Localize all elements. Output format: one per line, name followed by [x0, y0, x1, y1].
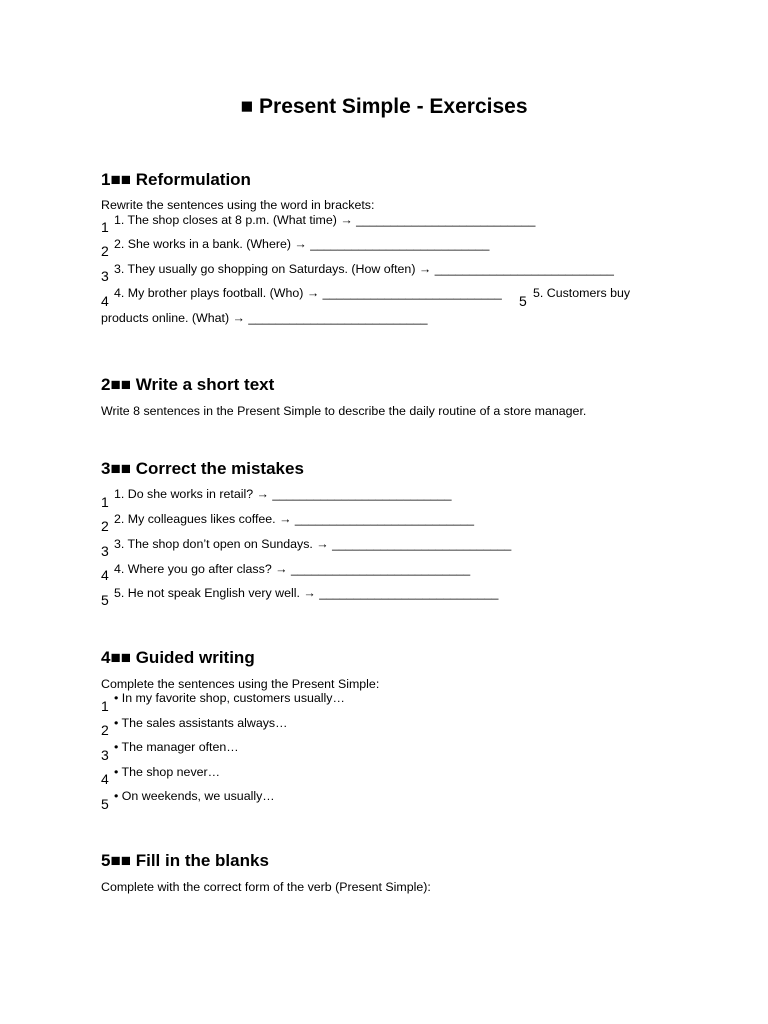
section-4-item-5: • On weekends, we usually… — [114, 789, 275, 803]
section-1-number-3: 3 — [101, 268, 109, 284]
section-3-item-3: 3. The shop don’t open on Sundays. → __________________________ — [114, 537, 512, 551]
section-3-number-1: 1 — [101, 494, 109, 510]
section-4-number-4: 4 — [101, 771, 109, 787]
section-1-heading: 1■■ Reformulation — [101, 170, 251, 189]
section-1-number-5: 5 — [519, 293, 527, 309]
section-1-item-5: 5. Customers buy — [533, 286, 631, 300]
section-2-instruction: Write 8 sentences in the Present Simple to describe the daily routine of a store manager. — [101, 404, 587, 418]
section-4-number-2: 2 — [101, 722, 109, 738]
section-3-item-4: 4. Where you go after class? → __________________________ — [114, 562, 471, 576]
section-4-number-3: 3 — [101, 747, 109, 763]
section-1-number-2: 2 — [101, 243, 109, 259]
section-4-instruction: Complete the sentences using the Present Simple: — [101, 677, 380, 691]
section-5-instruction: Complete with the correct form of the verb (Present Simple): — [101, 880, 431, 894]
section-4-item-2: • The sales assistants always… — [114, 716, 288, 730]
section-3-number-4: 4 — [101, 567, 109, 583]
section-4-item-1: • In my favorite shop, customers usually… — [114, 691, 345, 705]
section-3-item-1: 1. Do she works in retail? → __________________________ — [114, 487, 452, 501]
section-3-number-5: 5 — [101, 592, 109, 608]
section-4-number-1: 1 — [101, 698, 109, 714]
section-4-number-5: 5 — [101, 796, 109, 812]
section-1-item-5-continuation: products online. (What) → __________________________ — [101, 311, 428, 325]
section-1-item-4: 4. My brother plays football. (Who) → __________________________ — [114, 286, 502, 300]
section-5-heading: 5■■ Fill in the blanks — [101, 851, 269, 870]
section-1-instruction: Rewrite the sentences using the word in brackets: — [101, 198, 375, 212]
section-4-heading: 4■■ Guided writing — [101, 648, 255, 667]
section-4-item-4: • The shop never… — [114, 765, 221, 779]
section-3-number-3: 3 — [101, 543, 109, 559]
section-1-number-1: 1 — [101, 219, 109, 235]
section-1-item-1: 1. The shop closes at 8 p.m. (What time) → __________________________ — [114, 213, 536, 227]
section-1-item-3: 3. They usually go shopping on Saturdays. (How often) → __________________________ — [114, 262, 614, 276]
section-3-number-2: 2 — [101, 518, 109, 534]
section-3-item-5: 5. He not speak English very well. → __________________________ — [114, 586, 499, 600]
page-title: ■ Present Simple - Exercises — [240, 95, 528, 118]
section-3-item-2: 2. My colleagues likes coffee. → __________________________ — [114, 512, 475, 526]
section-4-item-3: • The manager often… — [114, 740, 239, 754]
section-3-heading: 3■■ Correct the mistakes — [101, 459, 304, 478]
section-1-number-4: 4 — [101, 293, 109, 309]
section-2-heading: 2■■ Write a short text — [101, 375, 275, 394]
section-1-item-2: 2. She works in a bank. (Where) → __________________________ — [114, 237, 490, 251]
